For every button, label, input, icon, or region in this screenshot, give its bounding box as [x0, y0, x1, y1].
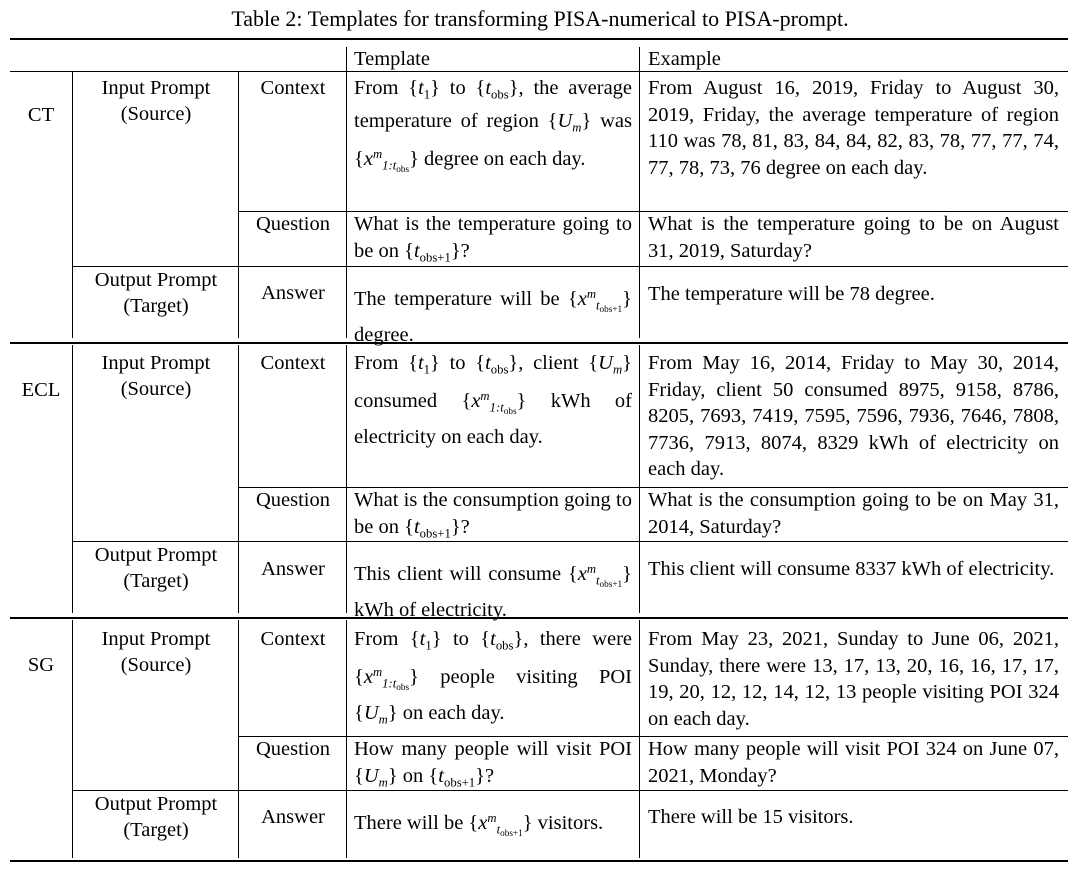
col-rule-example [639, 47, 640, 71]
ecl-context-template: From $\{t_1\}$ to $\{t_{obs}\}$, client $\{U_m\}$ consumed $\{x^m_{1:tobs}\}$ kWh of electricity on each day. [354, 352, 633, 449]
ecl-context-example: From May 16, 2014, Friday to May 30, 2014, Friday, client 50 consumed 8975, 9158, 8786, 8205, 7693, 7419, 7595, 7596, 7936, 7646, 7808, 7736, 7913, 8074, 8329 kWh of electricity on each day. [648, 352, 1059, 480]
ct-answer-example: The temperature will be 78 degree. [648, 283, 935, 305]
ecl-col-rule-1 [72, 345, 73, 613]
ecl-output-prompt-label: Output Prompt (Target) [94, 544, 218, 592]
header-template: Template [354, 48, 430, 70]
sg-question-template: How many people will visit POI $\{U_m\}$ on $\{t_{obs+1}\}$? [354, 738, 632, 789]
ct-context-label: Context [260, 77, 326, 99]
ct-context-example: From August 16, 2019, Friday to August 30, 2019, Friday, the average temperature of region 110 was 78, 81, 83, 84, 84, 82, 83, 78, 77, 77, 74, 77, 78, 73, 76 degree on each day. [648, 77, 1059, 179]
sg-context-example: From May 23, 2021, Sunday to June 06, 2021, Sunday, there were 13, 17, 13, 20, 16, 16, 17, 17, 19, 20, 12, 12, 14, 12, 13 people visiting POI 324 on each day. [648, 628, 1059, 730]
ecl-question-template: What is the consumption going to be on $\{t_{obs+1}\}$? [354, 489, 632, 540]
sg-answer-example: There will be 15 visitors. [648, 806, 854, 828]
ecl-question-label: Question [255, 489, 331, 511]
ecl-question-example: What is the consumption going to be on May 31, 2014, Saturday? [648, 489, 1059, 538]
ecl-answer-template: This client will consume $\{x^m_{tobs+1}\}$ kWh of electricity. [354, 562, 632, 622]
top-rule [10, 38, 1068, 40]
sg-col-rule-1 [72, 620, 73, 858]
ecl-col-rule-2 [238, 345, 239, 613]
sg-col-rule-4 [639, 620, 640, 858]
ecl-col-rule-3 [346, 345, 347, 613]
ecl-input-prompt-label: Input Prompt (Source) [101, 352, 211, 400]
sg-col-rule-2 [238, 620, 239, 858]
sg-answer-label: Answer [261, 806, 325, 828]
header-rule [10, 71, 1068, 72]
ecl-col-rule-4 [639, 345, 640, 613]
ct-answer-label: Answer [261, 282, 325, 304]
ct-question-template: What is the temperature going to be on $\{t_{obs+1}\}$? [354, 213, 632, 264]
bottom-rule [10, 860, 1068, 862]
ecl-answer-example: This client will consume 8337 kWh of electricity. [648, 558, 1055, 580]
ecl-answer-label: Answer [261, 558, 325, 580]
sg-answer-template: There will be $\{x^m_{tobs+1}\}$ visitors. [354, 811, 604, 838]
ct-col-rule-2 [238, 72, 239, 338]
dataset-label-ct: CT [27, 104, 55, 126]
sg-input-prompt-label: Input Prompt (Source) [101, 628, 211, 676]
header-example: Example [648, 48, 721, 70]
ct-col-rule-1 [72, 72, 73, 338]
sg-question-label: Question [255, 738, 331, 760]
sg-output-prompt-label: Output Prompt (Target) [94, 793, 218, 841]
sg-question-example: How many people will visit POI 324 on June 07, 2021, Monday? [648, 738, 1059, 787]
ecl-context-label: Context [260, 352, 326, 374]
ct-col-rule-4 [639, 72, 640, 338]
sg-context-label: Context [260, 628, 326, 650]
ct-output-prompt-label: Output Prompt (Target) [94, 269, 218, 317]
col-rule-template [346, 47, 347, 71]
ct-question-example: What is the temperature going to be on August 31, 2019, Saturday? [648, 213, 1059, 262]
dataset-label-ecl: ECL [21, 379, 61, 401]
dataset-label-sg: SG [27, 654, 55, 676]
ct-question-label: Question [255, 213, 331, 235]
sg-context-template: From $\{t_1\}$ to $\{t_{obs}\}$, there were $\{x^m_{1:tobs}\}$ people visiting POI $\{U_m\}$ on each day. [354, 628, 633, 727]
ct-col-rule-3 [346, 72, 347, 338]
table-caption: Table 2: Templates for transforming PISA-numerical to PISA-prompt. [231, 6, 849, 31]
ct-context-template: From $\{t_1\}$ to $\{t_{obs}\}$, the average temperature of region $\{U_m\}$ was $\{x^m_{1:tobs}\}$ degree on each day. [354, 77, 633, 174]
sg-col-rule-3 [346, 620, 347, 858]
ct-answer-template: The temperature will be $\{x^m_{tobs+1}\}$ degree. [354, 287, 632, 347]
ct-input-prompt-label: Input Prompt (Source) [101, 77, 211, 125]
